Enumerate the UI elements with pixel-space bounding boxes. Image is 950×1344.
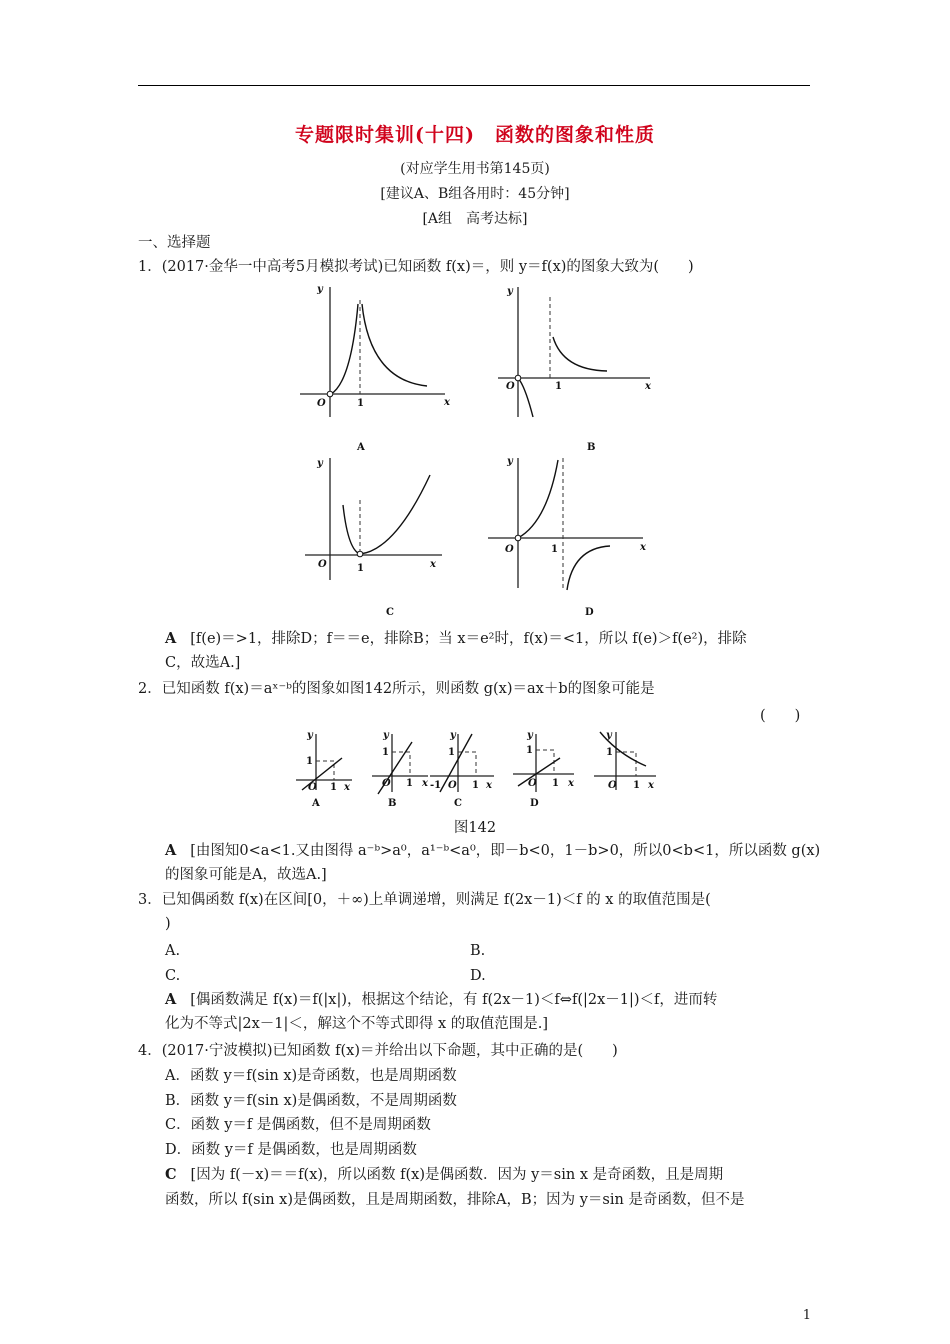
- q2-graph-a: [292, 728, 356, 810]
- q2-graph-c: [428, 728, 498, 810]
- tick-one: 1: [357, 398, 364, 409]
- tick-one: 1: [555, 381, 562, 392]
- unit-guide: [392, 752, 410, 776]
- y-label: y: [317, 284, 323, 295]
- curve-right: [362, 304, 427, 386]
- y-label: y: [606, 730, 612, 741]
- q3-option-a: A.: [165, 943, 181, 959]
- q2-paren: ( ): [760, 708, 801, 724]
- page-title: 专题限时集训(十四) 函数的图象和性质: [295, 124, 655, 146]
- tick-one: 1: [357, 563, 364, 574]
- origin-label: O: [318, 559, 327, 570]
- y-tick-one: 1: [606, 747, 613, 758]
- q4-option-a: A．函数 y＝f(sin x)是奇函数，也是周期函数: [165, 1068, 457, 1084]
- q2-answer-line1: [165, 840, 820, 862]
- q3-answer-text: [偶函数满足 f(x)＝f(|x|)，根据这个结论，有 f(2x－1)＜f⇔f(|2x－1|)＜f，进而转: [190, 992, 718, 1008]
- y-label: y: [317, 458, 323, 469]
- tick-one: 1: [551, 544, 558, 555]
- time-suggestion: [建议A、B组各用时：45分钟]: [380, 186, 570, 202]
- q4-answer-text: [因为 f(－x)＝＝f(x)，所以函数 f(x)是偶函数．因为 y＝sin x 是奇函数，且是周期: [190, 1167, 724, 1183]
- y-label: y: [383, 730, 389, 741]
- curve-left: [518, 460, 558, 538]
- q1-graph-c: [300, 450, 460, 620]
- y-tick-one: 1: [448, 747, 455, 758]
- x-label: x: [430, 559, 436, 570]
- group-label: [A组 高考达标]: [422, 211, 528, 227]
- q2-answer-text: [由图知0<a<1.又由图得 a⁻ᵇ>a⁰，a¹⁻ᵇ<a⁰，即－b<0，1－b>0，所以0<b<1，所以函数 g(x): [190, 843, 821, 859]
- q3-answer-letter: A: [165, 991, 177, 1008]
- x-tick-one: 1: [330, 782, 337, 793]
- y-label: y: [307, 730, 313, 741]
- q4-stem: 4．(2017·宁波模拟)已知函数 f(x)＝并给出以下命题，其中正确的是( ): [138, 1043, 618, 1059]
- unit-guide: [536, 750, 554, 774]
- origin-label: O: [448, 780, 457, 791]
- open-point: [515, 535, 521, 541]
- x-label: x: [344, 782, 350, 793]
- origin-label: O: [317, 398, 326, 409]
- x-label: x: [444, 397, 450, 408]
- curve-right: [553, 337, 607, 371]
- q1-answer-line2: C，故选A.]: [165, 655, 241, 671]
- x-tick-one: 1: [552, 778, 559, 789]
- q4-answer-line2: 函数，所以 f(sin x)是偶函数，且是周期函数，排除A，B；因为 y＝sin 是奇函数，但不是: [165, 1192, 745, 1208]
- q2-answer-letter: A: [165, 842, 177, 859]
- figure-caption: 图142: [453, 820, 497, 836]
- q4-answer-letter: C: [165, 1166, 177, 1183]
- option-label-c: C: [454, 798, 462, 809]
- origin-label: O: [608, 780, 617, 791]
- q3-option-d: D.: [470, 968, 486, 984]
- book-reference: (对应学生用书第145页): [400, 161, 550, 177]
- x-tick-neg-one: -1: [430, 780, 442, 791]
- curve-left: [331, 304, 358, 394]
- y-label: y: [450, 730, 456, 741]
- open-point: [357, 551, 363, 557]
- page-number: 1: [802, 1308, 811, 1323]
- q3-stem-line2: ): [165, 916, 171, 932]
- q3-stem-line1: 3．已知偶函数 f(x)在区间[0，＋∞)上单调递增，则满足 f(2x－1)＜f 的 x 的取值范围是(: [138, 892, 711, 908]
- origin-label: O: [308, 782, 317, 793]
- option-label-d: D: [530, 798, 539, 809]
- curve: [343, 475, 430, 554]
- x-label: x: [640, 542, 646, 553]
- y-tick-one: 1: [306, 756, 313, 767]
- origin-label: O: [506, 381, 515, 392]
- option-label-a: A: [357, 442, 365, 453]
- origin-label: O: [505, 544, 514, 555]
- q1-graph-a: [295, 282, 455, 457]
- y-label: y: [507, 286, 513, 297]
- q1-answer-letter: A: [165, 630, 177, 647]
- header-rule: [138, 85, 810, 86]
- q4-option-b: B．函数 y＝f(sin x)是偶函数，不是周期函数: [165, 1093, 457, 1109]
- y-tick-one: 1: [382, 747, 389, 758]
- q1-answer-line1: [165, 628, 747, 650]
- x-tick-one: 1: [406, 778, 413, 789]
- origin-label: O: [528, 778, 537, 789]
- q3-option-b: B.: [470, 943, 486, 959]
- curve-left: [518, 378, 533, 417]
- option-label-a: A: [312, 798, 320, 809]
- option-label-d: D: [585, 607, 594, 618]
- q4-option-c: C．函数 y＝f 是偶函数，但不是周期函数: [165, 1117, 431, 1133]
- q2-graph-d: [510, 728, 578, 810]
- q4-option-d: D．函数 y＝f 是偶函数，也是周期函数: [165, 1142, 417, 1158]
- x-tick-one: 1: [633, 780, 640, 791]
- y-label: y: [507, 456, 513, 467]
- q1-graph-b: [495, 282, 660, 457]
- q2-stem: 2．已知函数 f(x)＝aˣ⁻ᵇ的图象如图142所示，则函数 g(x)＝ax＋b的图象可能是: [138, 681, 655, 697]
- x-label: x: [486, 780, 492, 791]
- q4-answer-line1: [165, 1164, 723, 1186]
- q3-answer-line1: [165, 989, 717, 1011]
- origin-label: O: [382, 778, 391, 789]
- q1-graph-d: [485, 450, 655, 620]
- option-label-c: C: [386, 607, 394, 618]
- y-label: y: [527, 730, 533, 741]
- q3-answer-line2: 化为不等式|2x－1|＜，解这个不等式即得 x 的取值范围是.]: [165, 1016, 549, 1032]
- x-label: x: [645, 381, 651, 392]
- option-label-b: B: [587, 442, 596, 453]
- open-point: [515, 375, 521, 381]
- option-label-b: B: [388, 798, 397, 809]
- y-tick-one: 1: [526, 745, 533, 756]
- x-tick-one: 1: [472, 780, 479, 791]
- section-heading: 一、选择题: [138, 235, 211, 251]
- x-label: x: [648, 780, 654, 791]
- x-label: x: [568, 778, 574, 789]
- q1-stem: 1．(2017·金华一中高考5月模拟考试)已知函数 f(x)＝，则 y＝f(x)的图象大致为( ): [138, 259, 694, 275]
- q3-option-c: C.: [165, 968, 181, 984]
- q2-graph-extra: [590, 728, 660, 810]
- q2-graph-b: [368, 728, 432, 810]
- q2-answer-line2: 的图象可能是A，故选A.]: [165, 867, 327, 883]
- curve-right: [567, 546, 610, 590]
- open-point: [327, 391, 333, 397]
- q1-answer-text: [f(e)＝>1，排除D；f＝＝e，排除B；当 x＝e²时，f(x)＝<1，所以 f(e)＞f(e²)，排除: [190, 631, 747, 647]
- x-label: x: [422, 778, 428, 789]
